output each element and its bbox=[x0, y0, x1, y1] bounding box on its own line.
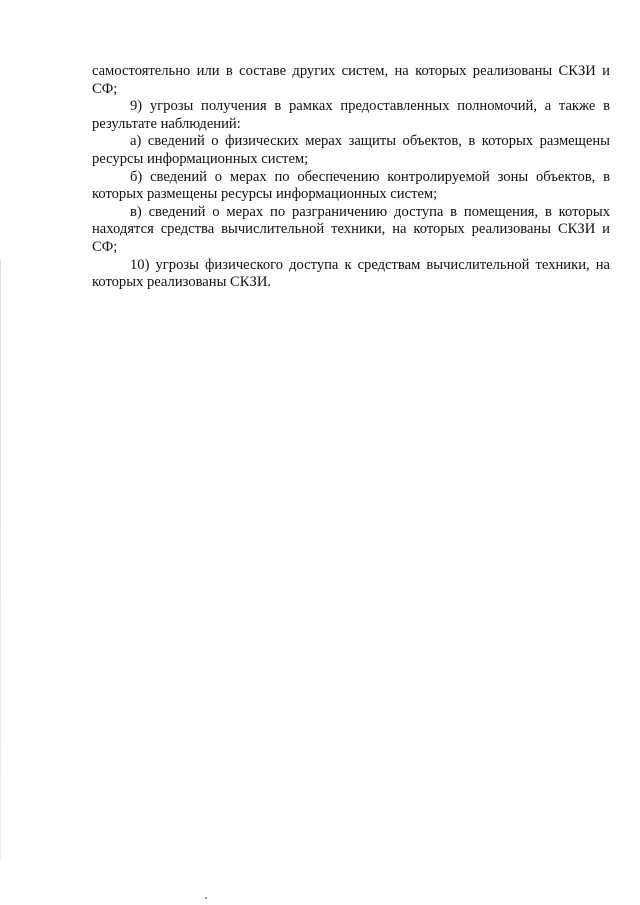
text-line: 10) угрозы физического доступа к средствам вычислительной техники, на bbox=[130, 256, 610, 273]
text-line: б) сведений о мерах по обеспечению контролируемой зоны объектов, в bbox=[130, 168, 610, 185]
text-line: в) сведений о мерах по разграничению доступа в помещения, в которых bbox=[130, 203, 610, 220]
text-line: СФ; bbox=[92, 80, 118, 97]
text-line: самостоятельно или в составе других систем, на которых реализованы СКЗИ и bbox=[92, 63, 610, 79]
text-line: результате наблюдений: bbox=[92, 115, 241, 132]
document-body bbox=[92, 63, 610, 292]
paragraph bbox=[92, 63, 610, 98]
text-line: 9) угрозы получения в рамках предоставленных полномочий, а также в bbox=[130, 98, 610, 115]
text-line: ресурсы информационных систем; bbox=[92, 150, 309, 167]
text-line: а) сведений о физических мерах защиты объектов, в которых размещены bbox=[130, 133, 610, 150]
paragraph bbox=[92, 169, 610, 204]
paragraph bbox=[92, 133, 610, 168]
paragraph bbox=[92, 98, 610, 133]
text-line: которых реализованы СКЗИ. bbox=[92, 274, 272, 291]
text-line: СФ; bbox=[92, 238, 118, 255]
text-line: находятся средства вычислительной техники, на которых реализованы СКЗИ и bbox=[92, 221, 610, 238]
text-line: которых размещены ресурсы информационных систем; bbox=[92, 186, 438, 203]
scan-speck bbox=[205, 897, 207, 899]
scan-edge bbox=[0, 260, 1, 860]
paragraph bbox=[92, 204, 610, 257]
paragraph bbox=[92, 257, 610, 292]
